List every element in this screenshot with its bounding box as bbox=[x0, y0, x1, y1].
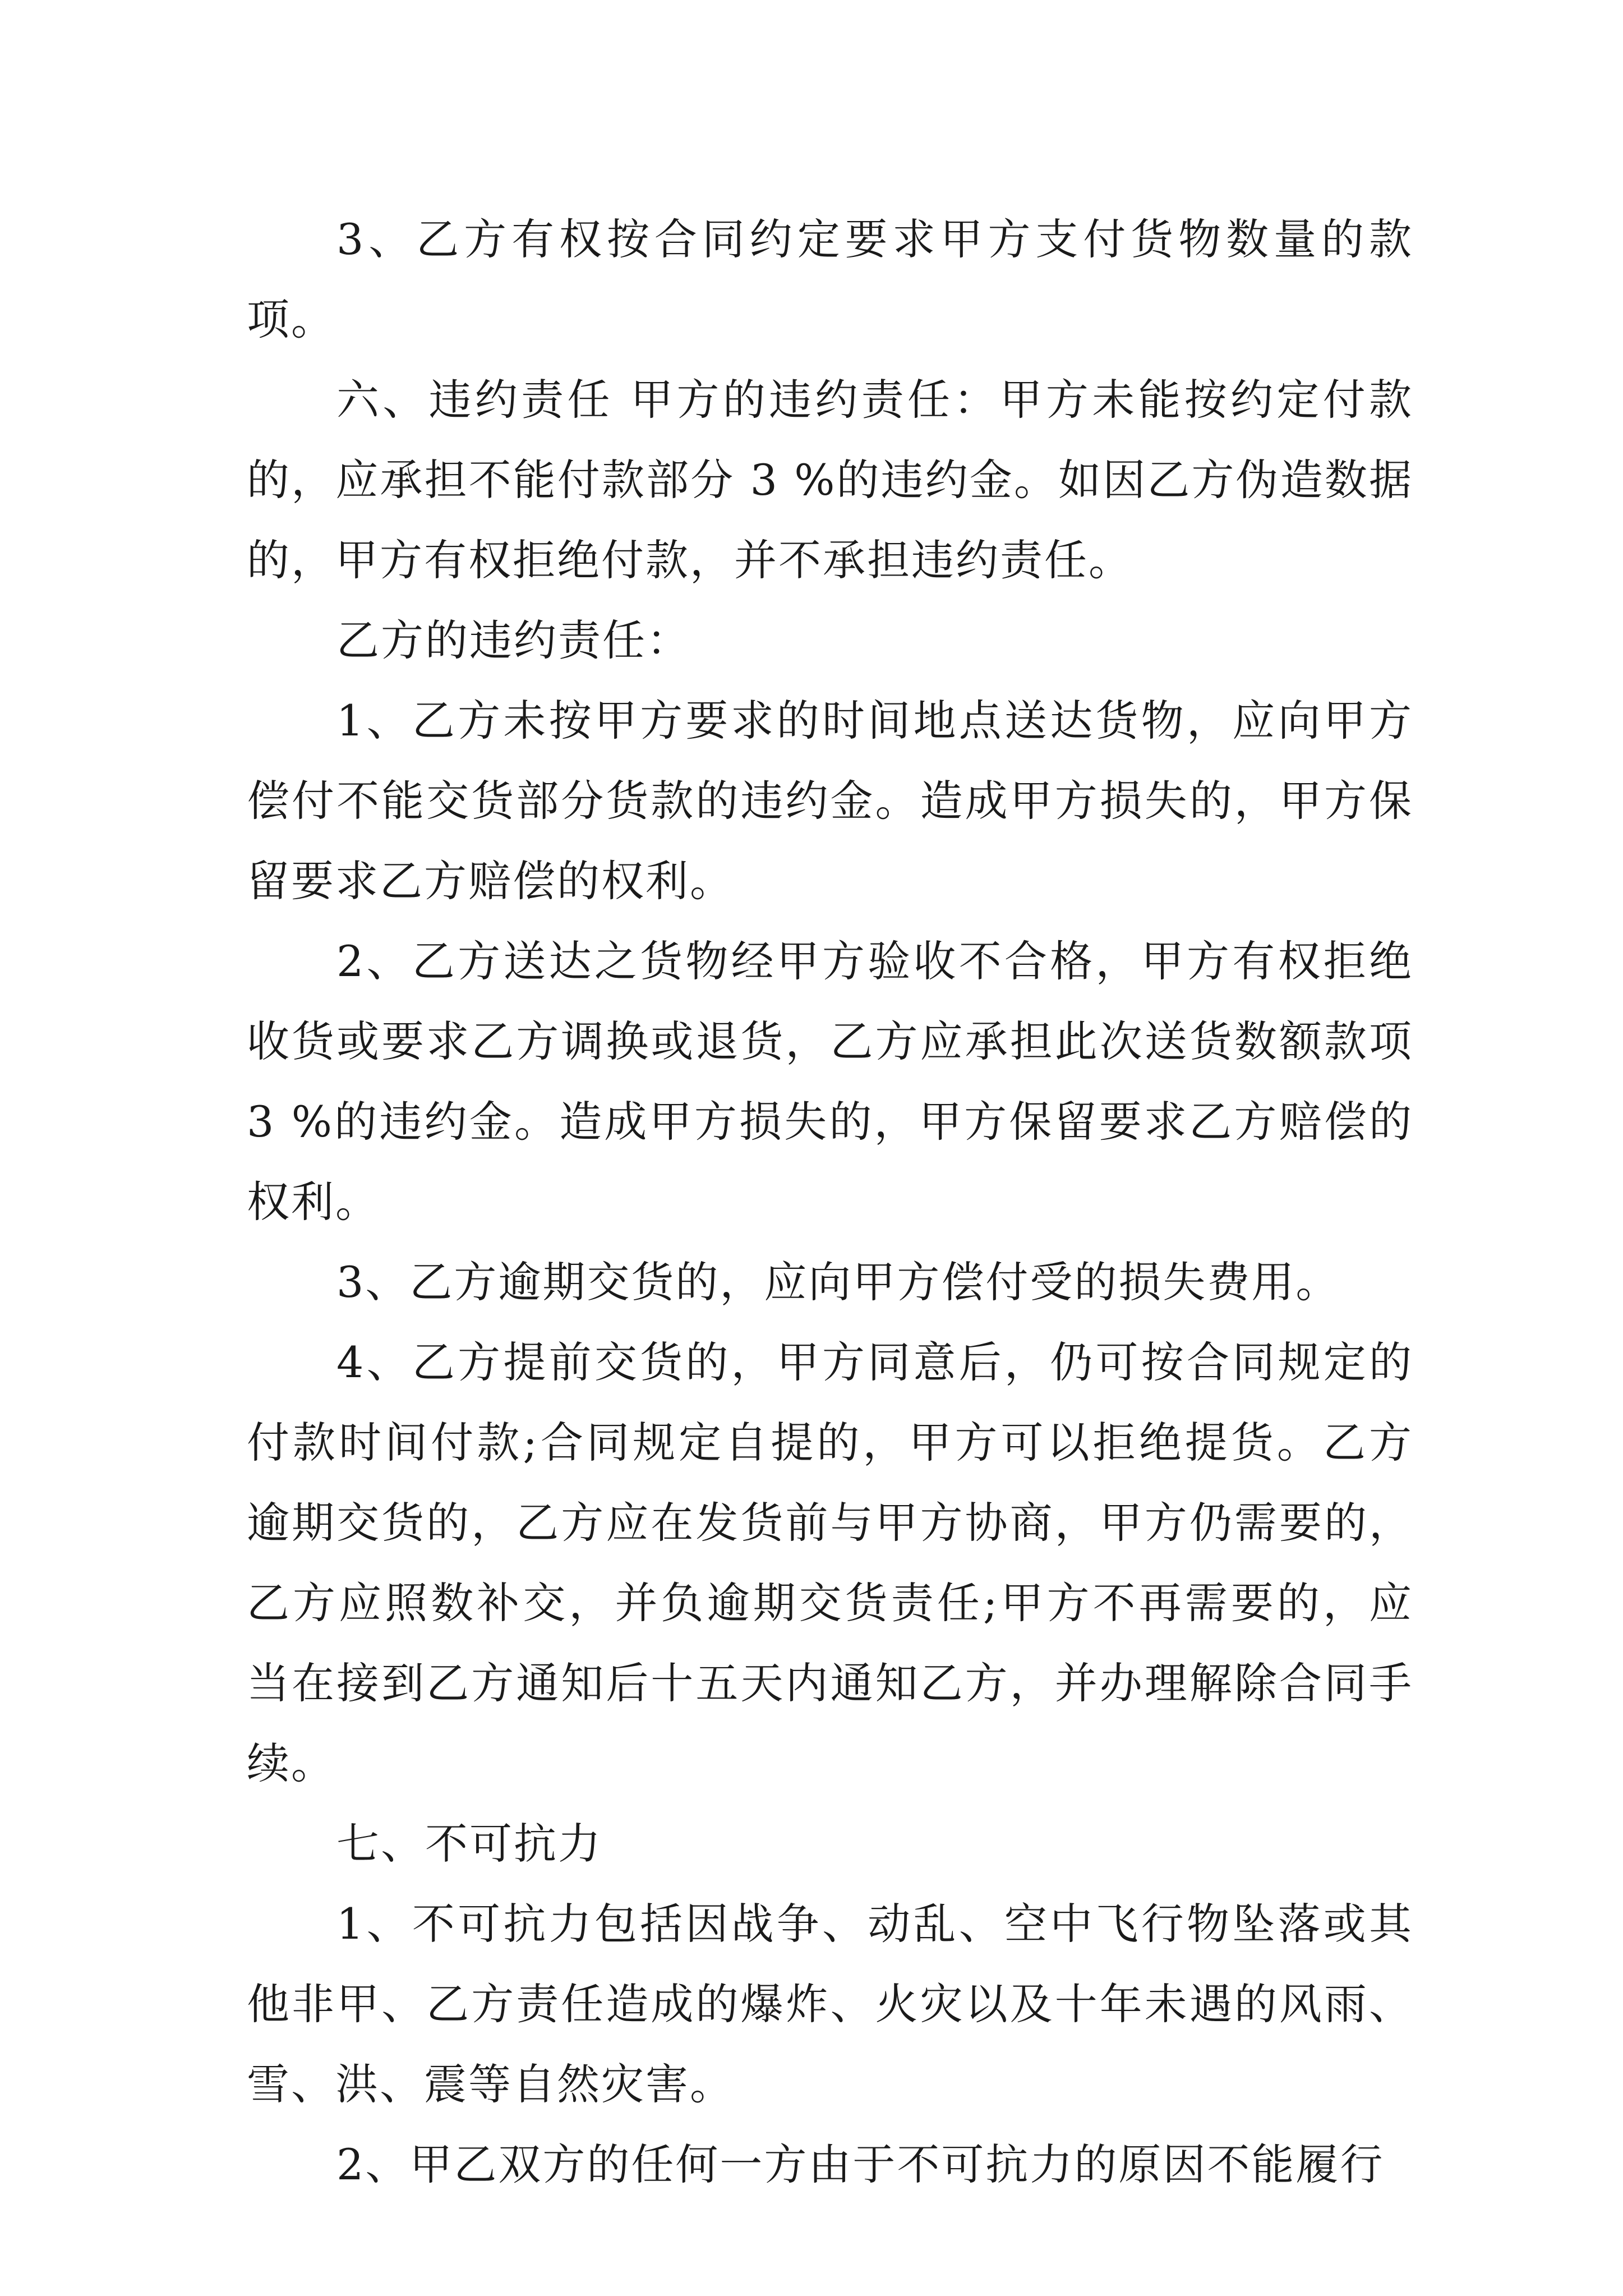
paragraph-seller-payment-right: 3、乙方有权按合同约定要求甲方支付货物数量的款项。 bbox=[247, 214, 1413, 344]
paragraph-party-b-liability-heading: 乙方的违约责任： bbox=[336, 615, 691, 665]
paragraph-party-b-item-3: 3、乙方逾期交货的，应向甲方偿付受的损失费用。 bbox=[336, 1257, 1340, 1307]
paragraph-liability-party-a: 六、违约责任 甲方的违约责任：甲方未能按约定付款的，应承担不能付款部分 3 %的违约金。如因乙方伪造数据的，甲方有权拒绝付款，并不承担违约责任。 bbox=[247, 375, 1413, 585]
paragraph-force-majeure-item-2: 2、甲乙双方的任何一方由于不可抗力的原因不能履行 bbox=[336, 2139, 1385, 2189]
paragraph-party-b-item-1: 1、乙方未按甲方要求的时间地点送达货物，应向甲方偿付不能交货部分货款的违约金。造成甲方损失的，甲方保留要求乙方赔偿的权利。 bbox=[247, 696, 1413, 906]
paragraph-party-b-item-4: 4、乙方提前交货的，甲方同意后，仍可按合同规定的付款时间付款;合同规定自提的，甲方可以拒绝提货。乙方逾期交货的，乙方应在发货前与甲方协商，甲方仍需要的，乙方应照数补交，并负逾期交货责任;甲方不再需要的，应当在接到乙方通知后十五天内通知乙方，并办理解除合同手续。 bbox=[247, 1337, 1413, 1788]
paragraph-party-b-item-2: 2、乙方送达之货物经甲方验收不合格，甲方有权拒绝收货或要求乙方调换或退货，乙方应承担此次送货数额款项 3 %的违约金。造成甲方损失的，甲方保留要求乙方赔偿的权利。 bbox=[247, 936, 1429, 1227]
paragraph-force-majeure-item-1: 1、不可抗力包括因战争、动乱、空中飞行物坠落或其他非甲、乙方责任造成的爆炸、火灾以及十年未遇的风雨、雪、洪、震等自然灾害。 bbox=[247, 1899, 1413, 2109]
section-heading-force-majeure: 七、不可抗力 bbox=[336, 1819, 602, 1869]
document-body bbox=[247, 199, 1429, 2205]
